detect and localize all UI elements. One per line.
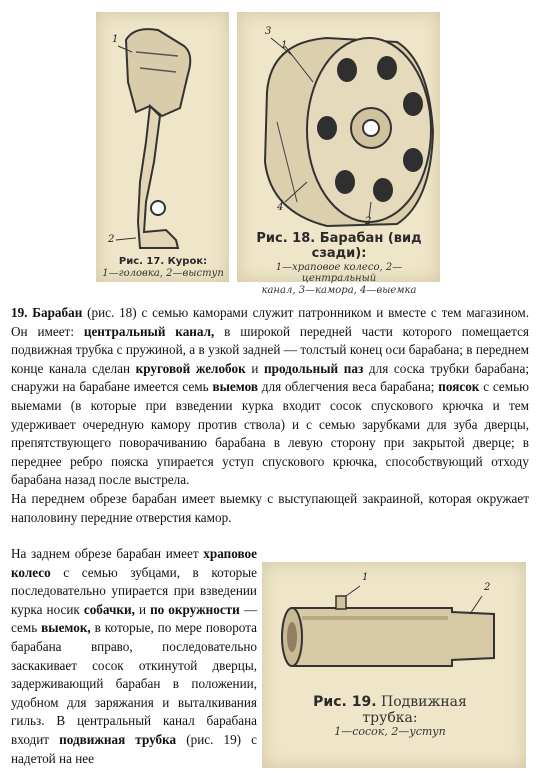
paragraph-cylinder xyxy=(11,304,529,490)
figure-19-caption xyxy=(290,694,490,739)
text-span: с семью выемами (в которые при взведении курка входит сосок спускового крючка и тем удерживает очередную камору против ствола) и с семью зарубками для зуба дверцы, препятствующего поворачиванию барабана в левую сторону при закрытой дверце; в переднее ребро пояска упирается уступ спускового крючка, способствующий отходу барабана назад после выстрела. xyxy=(11,379,529,488)
figure-17-image xyxy=(96,12,229,282)
paragraph-front-face: На переднем обрезе барабан имеет выемку с выступающей закраиной, которая окружает наполовину передние отверстия камор. xyxy=(11,491,529,525)
text-span: для облегчения веса барабана; xyxy=(257,379,439,395)
term: центральный канал, xyxy=(83,323,215,339)
term: круговой желобок xyxy=(135,360,246,376)
term: поясок xyxy=(438,379,480,395)
text-span: с семью зубцами, в которые последовательно упирается при взведении курка носик xyxy=(11,564,257,617)
paragraph-rear-face xyxy=(11,545,257,768)
figure-18-caption xyxy=(241,232,437,296)
figure-title: Рис. 17. Курок: xyxy=(118,256,208,267)
callout-1: 1 xyxy=(362,572,369,583)
hammer-drawing xyxy=(96,12,229,282)
callout-1: 1 xyxy=(112,34,119,45)
callout-2: 2 xyxy=(484,582,491,593)
section-heading: 19. Барабан xyxy=(11,305,83,320)
callout-3: 3 xyxy=(265,26,272,37)
figure-title-text: трубка: xyxy=(362,710,418,727)
callout-2: 2 xyxy=(108,234,115,245)
figure-legend: 1—головка, 2—выступ xyxy=(102,267,224,279)
figure-legend: канал, 3—камора, 4—выемка xyxy=(261,284,417,296)
figure-19-image xyxy=(262,562,526,768)
text-span: в широкой передней части которого помещается подвижная трубка с пружиной, а в узкой задней — толстый конец оси барабана; в переднем конце канала сделан xyxy=(11,323,529,376)
term: выемок, xyxy=(41,620,91,636)
callout-1: 1 xyxy=(281,40,288,51)
figure-title: Рис. 18. Барабан (вид сзади): xyxy=(256,231,422,261)
text-span: (рис. 18) с семью каморами служит патронником и вместе с тем магазином. Он имеет: xyxy=(11,305,529,339)
figure-title xyxy=(290,694,490,710)
text-span: и xyxy=(134,601,151,617)
callout-2: 2 xyxy=(365,216,372,227)
term: подвижная трубка xyxy=(59,731,177,747)
callout-4: 4 xyxy=(277,202,284,213)
text-span: и xyxy=(245,360,265,376)
text-span: — семь xyxy=(11,601,257,636)
term: храповое колесо xyxy=(11,546,257,580)
text-span: На заднем обрезе барабан имеет xyxy=(11,546,204,561)
figure-legend: 1—храповое колесо, 2—центральный xyxy=(275,261,403,285)
term: выемов xyxy=(212,379,258,395)
term: по окружности xyxy=(150,601,240,617)
figure-17-caption xyxy=(98,256,228,279)
figure-number: Рис. 19. xyxy=(313,694,377,710)
figure-18-image xyxy=(237,12,440,296)
text-span: в которые, по мере поворота барабана вправо, последовательно заскакивает сосок откинутой дверцы, задерживающий барабан в положении, удобном для заряжания и выталкивания гильз. В центральный канал барабана входит xyxy=(11,620,257,747)
figure-legend: 1—сосок, 2—уступ xyxy=(334,725,446,739)
text-span: (рис. 19) с надетой на нее xyxy=(11,731,257,766)
term: собачки, xyxy=(83,601,135,617)
text-span: для соска трубки барабана; снаружи на барабане имеется семь xyxy=(11,360,529,395)
term: продольный паз xyxy=(264,360,364,376)
figure-title-text: Подвижная xyxy=(380,694,467,710)
